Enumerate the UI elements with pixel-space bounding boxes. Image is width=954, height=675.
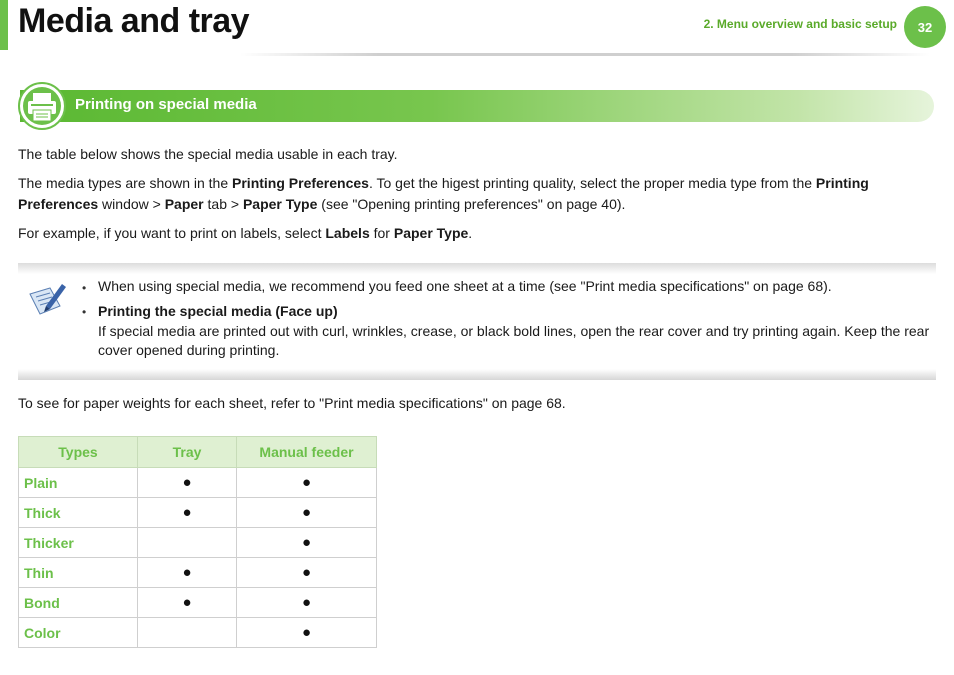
note-item-face-up-text: If special media are printed out with curl, wrinkles, crease, or black bold lines, open the rear cover and try printing again. Keep the rear cover opened during printing. [98,323,930,358]
note-item-face-up-title: Printing the special media (Face up) [98,303,338,319]
media-type-cell: Bond [19,588,138,618]
column-header-tray: Tray [138,437,237,468]
manual-feeder-support-cell: ● [237,558,377,588]
page-title: Media and tray [18,2,250,40]
table-row [19,498,377,528]
table-row [19,558,377,588]
printer-icon [18,82,66,130]
media-type-cell: Color [19,618,138,648]
tray-support-cell [138,618,237,648]
table-row [19,468,377,498]
page-number-badge: 32 [904,6,946,48]
title-divider [240,53,930,56]
media-type-cell: Thin [19,558,138,588]
manual-feeder-support-cell: ● [237,498,377,528]
chapter-link[interactable]: 2. Menu overview and basic setup [703,17,897,31]
table-row [19,618,377,648]
note-bottom-border [18,369,936,380]
tray-support-cell: ● [138,468,237,498]
bullet-2: • [82,305,87,319]
media-type-cell: Thick [19,498,138,528]
paper-type-term: Paper Type [242,196,318,212]
bullet-1: • [82,281,87,295]
manual-feeder-support-cell: ● [237,468,377,498]
tray-support-cell [138,528,237,558]
section-title: Printing on special media [75,96,257,113]
special-media-table [18,436,377,648]
paper-weights-paragraph: To see for paper weights for each sheet, refer to "Print media specifications" on page 68. [18,395,566,411]
media-types-paragraph: The media types are shown in the Printing Preferences. To get the higest printing quality, select the proper media type from the Printing Preferences window > Paper tab > Paper Type (see "Opening printing preferences" on page 40). [18,175,869,212]
intro-paragraph: The table below shows the special media usable in each tray. [18,146,398,162]
title-accent-bar [0,0,8,50]
note-item-feed-one-sheet: When using special media, we recommend you feed one sheet at a time (see "Print media specifications" on page 68). [98,278,832,294]
media-type-cell: Plain [19,468,138,498]
table-row [19,588,377,618]
column-header-types: Types [19,437,138,468]
table-row [19,528,377,558]
manual-feeder-support-cell: ● [237,528,377,558]
tray-support-cell: ● [138,558,237,588]
table-header-row [19,437,377,468]
media-type-cell: Thicker [19,528,138,558]
printing-preferences-term: Printing Preferences [232,175,369,191]
manual-feeder-support-cell: ● [237,588,377,618]
tray-support-cell: ● [138,588,237,618]
tray-support-cell: ● [138,498,237,528]
manual-feeder-support-cell: ● [237,618,377,648]
paper-tab-term: Paper [164,196,204,212]
column-header-manual-feeder: Manual feeder [237,437,377,468]
example-paragraph: For example, if you want to print on labels, select Labels for Paper Type. [18,225,473,241]
note-top-border [18,263,936,274]
note-pencil-icon [26,280,68,318]
